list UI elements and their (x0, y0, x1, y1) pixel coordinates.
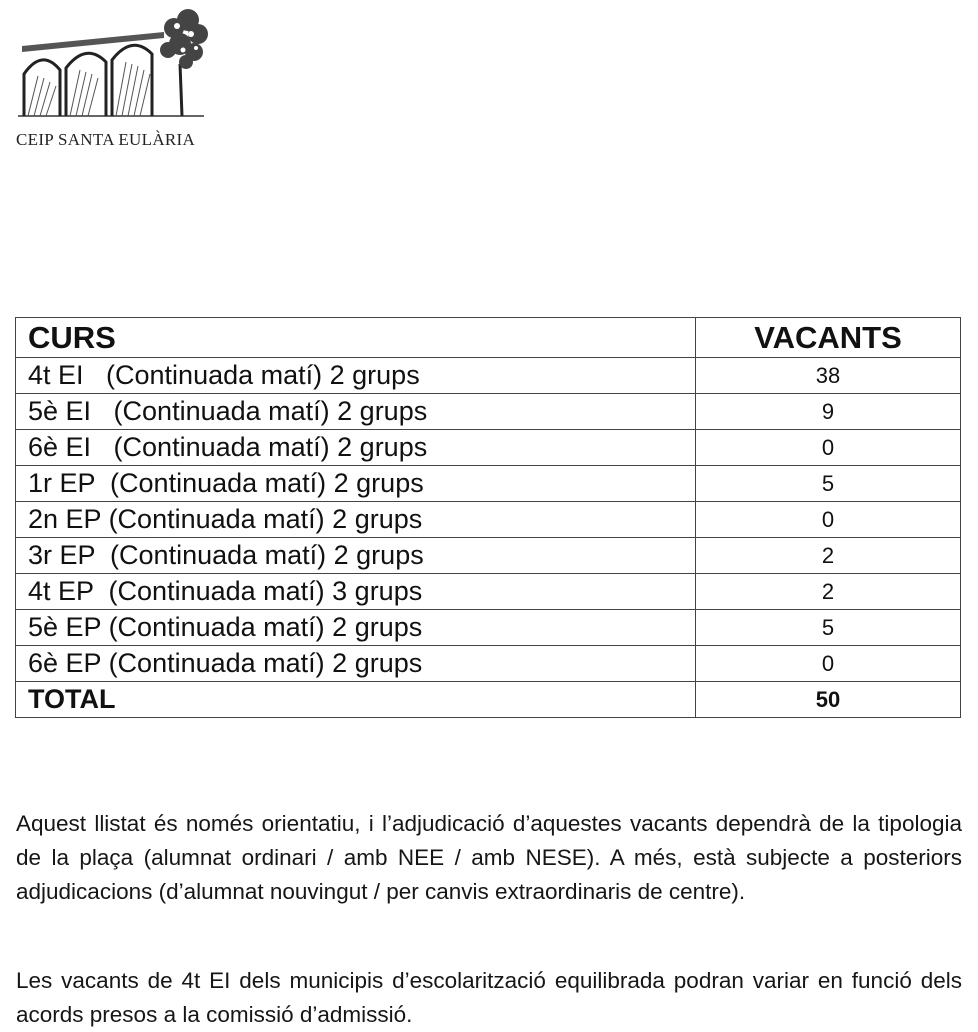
course-cell: 6è EI (Continuada matí) 2 grups (16, 430, 696, 466)
course-cell: 5è EI (Continuada matí) 2 grups (16, 394, 696, 430)
table-row (16, 394, 961, 430)
course-cell: 2n EP (Continuada matí) 2 grups (16, 502, 696, 538)
school-logo (10, 4, 220, 149)
table-row (16, 646, 961, 682)
vacancies-cell: 5 (696, 610, 961, 646)
table-row (16, 574, 961, 610)
total-value: 50 (696, 682, 961, 718)
course-column-header: CURS (16, 318, 696, 358)
table-row (16, 466, 961, 502)
course-cell: 3r EP (Continuada matí) 2 grups (16, 538, 696, 574)
total-label: TOTAL (16, 682, 696, 718)
table-row (16, 502, 961, 538)
course-cell: 5è EP (Continuada matí) 2 grups (16, 610, 696, 646)
vacancies-cell: 0 (696, 502, 961, 538)
disclaimer-paragraph: Aquest llistat és només orientatiu, i l’adjudicació d’aquestes vacants dependrà de la tipologia de la plaça (alumnat ordinari / amb NEE / amb NESE). A més, està subjecte a posteriors adjudicacions (d’alumnat nouvingut / per canvis extraordinaris de centre). (16, 810, 962, 904)
table-header-row (16, 318, 961, 358)
vacancies-cell: 9 (696, 394, 961, 430)
course-cell: 4t EP (Continuada matí) 3 grups (16, 574, 696, 610)
vacancies-cell: 0 (696, 646, 961, 682)
vacancies-column-header: VACANTS (696, 318, 961, 358)
vacancies-cell: 2 (696, 574, 961, 610)
course-cell: 1r EP (Continuada matí) 2 grups (16, 466, 696, 502)
vacancies-cell: 2 (696, 538, 961, 574)
table-row (16, 610, 961, 646)
municipality-note-paragraph: Les vacants de 4t EI dels municipis d’escolarització equilibrada podran variar en funció dels acords presos a la comissió d’admissió. (16, 967, 962, 1027)
table-row (16, 538, 961, 574)
vacancies-cell: 38 (696, 358, 961, 394)
vacancies-cell: 0 (696, 430, 961, 466)
aqueduct-emblem (14, 4, 214, 122)
vacancies-table (15, 317, 961, 718)
course-cell: 6è EP (Continuada matí) 2 grups (16, 646, 696, 682)
table-row (16, 430, 961, 466)
vacancies-cell: 5 (696, 466, 961, 502)
total-row (16, 682, 961, 718)
school-name: CEIP SANTA EULÀRIA (16, 130, 196, 149)
table-row (16, 358, 961, 394)
course-cell: 4t EI (Continuada matí) 2 grups (16, 358, 696, 394)
